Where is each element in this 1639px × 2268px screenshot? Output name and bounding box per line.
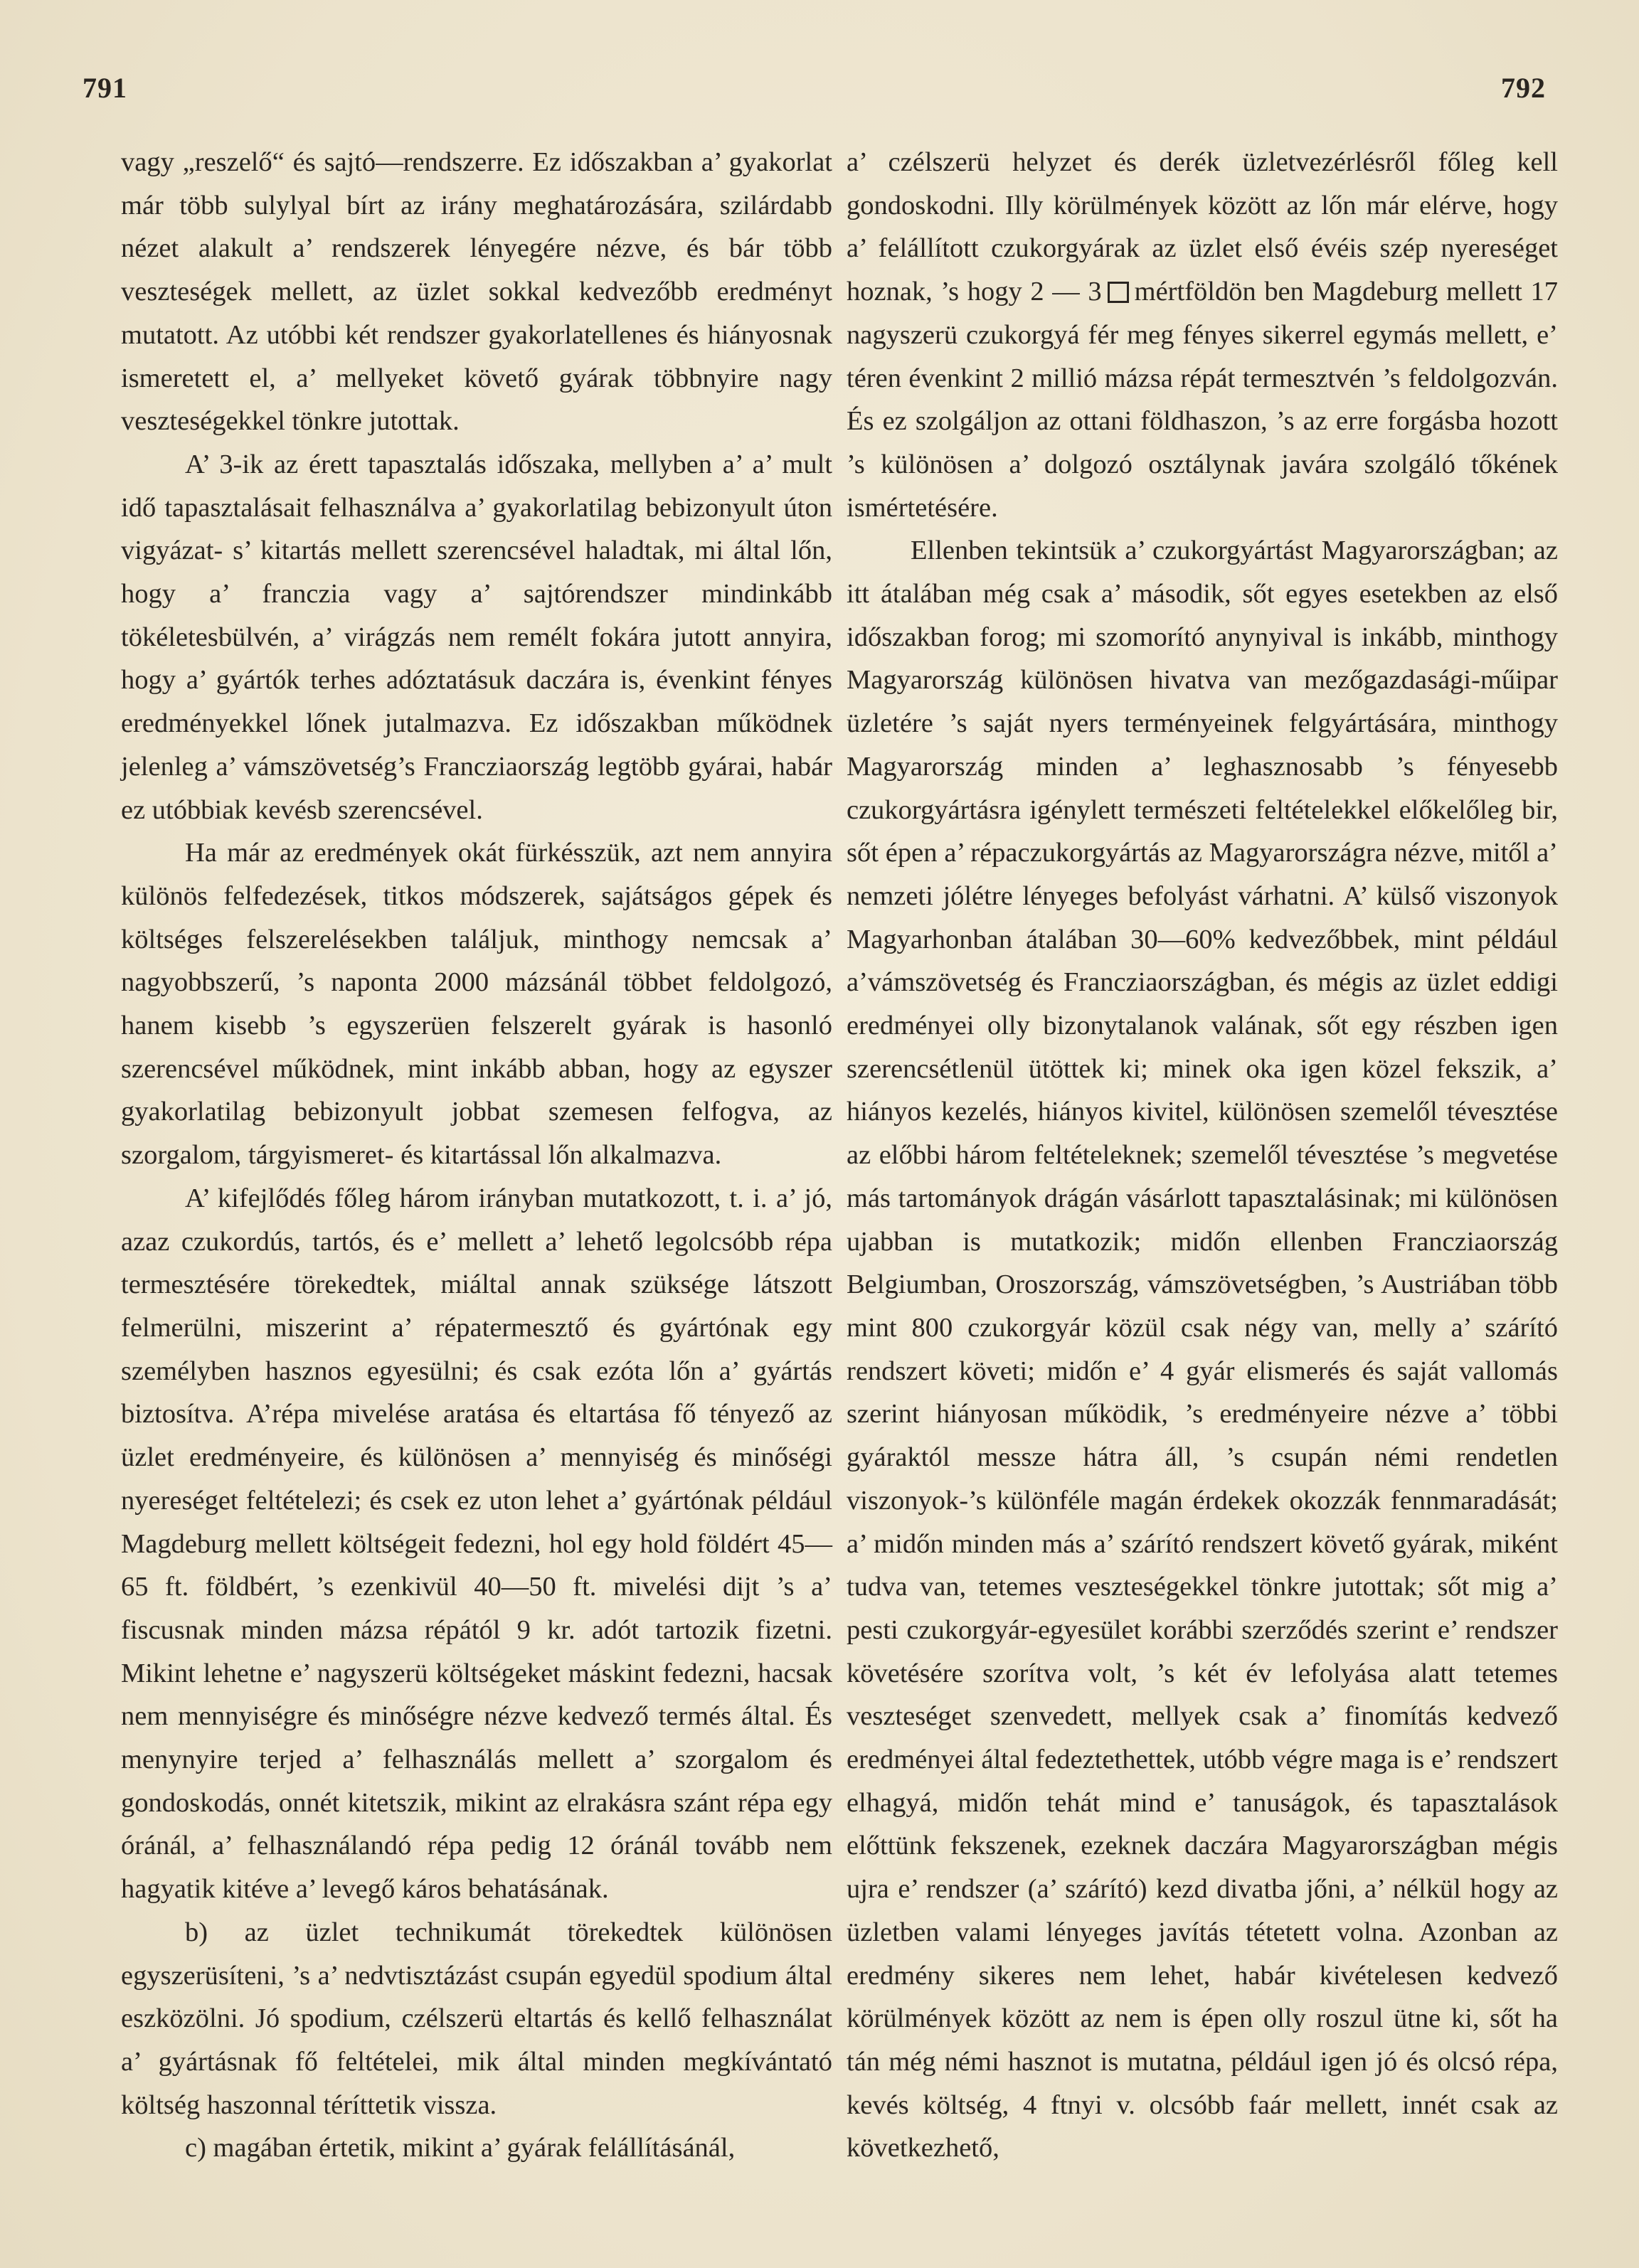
left-column [121, 141, 832, 2170]
square-symbol-icon [1108, 282, 1129, 303]
paragraph-text-before: a’ czélszerü helyzet és derék üzletvezérlésről főleg kell gondoskodni. Illy körülmények között az lőn már elérve, hogy a’ felállított czukorgyárak az üzlet első évéis szép nyereséget hoznak, ’s hogy 2 — 3 [847, 147, 1558, 307]
paragraph: b) az üzlet technikumát törekedtek különösen egyszerüsíteni, ’s a’ nedvtisztázást csupán egyedül spodium által eszközölni. Jó spodium, czélszerü eltartás és kellő felhasználat a’ gyártásnak fő feltételei, mik által minden megkívántató költség haszonnal téríttetik vissza. [121, 1917, 832, 2120]
paragraph [847, 141, 1558, 529]
paragraph: A’ 3-ik az érett tapasztalás időszaka, mellyben a’ a’ mult idő tapasztalásait felhasználva a’ gyakorlatilag bebizonyult úton vigyázat- s’ kitartás mellett szerencsével haladtak, mi által lőn, hogy a’ franczia vagy a’ sajtórendszer mindinkább tökéletesbülvén, a’ virágzás nem remélt fokára jutott annyira, hogy a’ gyártók terhes adóztatásuk daczára is, évenkint fényes eredményekkel lőnek jutalmazva. Ez időszakban működnek jelenleg a’ vámszövetség’s Francziaország legtöbb gyárai, habár ez utóbbiak kevésb szerencsével. [121, 449, 832, 825]
page-number-left: 791 [83, 72, 127, 104]
paragraph: vagy „reszelő“ és sajtó—rendszerre. Ez időszakban a’ gyakorlat már több sulylyal bírt az irány meghatározására, szilárdabb nézet alakult a’ rendszerek lényegére nézve, és bár több veszteségek mellett, az üzlet sokkal kedvezőbb eredményt mutatott. Az utóbbi két rendszer gyakorlatellenes és hiányosnak ismeretett el, a’ mellyeket követő gyárak többnyire nagy veszteségekkel tönkre jutottak. [121, 147, 832, 437]
page-number-right: 792 [1501, 72, 1546, 104]
paragraph-text-after: mértföldön ben Magdeburg mellett 17 nagyszerü czukorgyá fér meg fényes sikerrel egymás mellett, e’ téren évenkint 2 millió mázsa répát termesztvén ’s feldolgozván. És ez szolgáljon az ottani földhaszon, ’s az erre forgásba hozott ’s különösen a’ dolgozó osztálynak javára szolgáló tőkének ismértetésére. [847, 277, 1558, 523]
right-column [847, 141, 1558, 2170]
paragraph: Ellenben tekintsük a’ czukorgyártást Magyarországban; az itt átalában még csak a’ második, sőt egyes esetekben az első időszakban forog; mi szomorító anynyival is inkább, minthogy Magyarország különösen hivatva van mezőgazdasági-műipar üzletére ’s saját nyers terményeinek felgyártására, minthogy Magyarország minden a’ leghasznosabb ’s fényesebb czukorgyártásra igénylett természeti feltételekkel előkelőleg bir, sőt épen a’ répaczukorgyártás az Magyarországra nézve, mitől a’ nemzeti jólétre lényeges befolyást várhatni. A’ külső viszonyok Magyarhonban átalában 30—60% kedvezőbbek, mint például a’vámszövetség és Francziaországban, és mégis az üzlet eddigi eredményei olly bizonytalanok valának, sőt egy részben igen szerencsétlenül ütöttek ki; minek oka igen közel fekszik, a’ hiányos kezelés, hiányos kivitel, különösen szemelől tévesztése az előbbi három feltételeknek; szemelől tévesztése ’s megvetése más tartományok drágán vásárlott tapasztalásinak; mi különösen ujabban is mutatkozik; midőn ellenben Francziaország Belgiumban, Oroszország, vámszövetségben, ’s Austriában több mint 800 czukorgyár közül csak négy van, melly a’ szárító rendszert követi; midőn e’ 4 gyár elismerés és saját vallomás szerint hiányosan működik, ’s eredményeire nézve a’ többi gyáraktól messze hátra áll, ’s csupán némi rendetlen viszonyok-’s különféle magán érdekek okozzák fennmaradását; a’ midőn minden más a’ szárító rendszert követő gyárak, miként tudva van, tetemes veszteségekkel tönkre jutottak; sőt mig a’ pesti czukorgyár-egyesület korábbi szerződés szerint e’ rendszer követésére szorítva volt, ’s két év lefolyása alatt tetemes veszteséget szenvedett, mellyek csak a’ finomítás kedvező eredményei által fedeztethettek, utóbb végre maga is e’ rendszert elhagyá, midőn tehát mind e’ tanuságok, és tapasztalások előttünk fekszenek, ezeknek daczára Magyarországban mégis ujra e’ rendszer (a’ szárító) kezd divatba jőni, a’ nélkül hogy az üzletben valami lényeges javítás tétetett volna. Azonban az eredmény sikeres nem lehet, habár kivételesen kedvező körülmények között az nem is épen olly roszul ütne ki, sőt ha tán még némi hasznot is mutatna, például igen jó és olcsó répa, kevés költség, 4 ftnyi v. olcsóbb faár mellett, innét csak az következhető, [847, 536, 1558, 2163]
paragraph: A’ kifejlődés főleg három irányban mutatkozott, t. i. a’ jó, azaz czukordús, tartós, és e’ mellett a’ lehető legolcsóbb répa termesztésére törekedtek, miáltal annak szüksége látszott felmerülni, miszerint a’ répatermesztő és gyártónak egy személyben hasznos egyesülni; és csak ezóta lőn a’ gyártás biztosítva. A’répa mivelése aratása és eltartása fő tényező az üzlet eredményeire, és különösen a’ mennyiség és minőségi nyereséget feltételezi; és csek ez uton lehet a’ gyártónak például Magdeburg mellett költségeit fedezni, hol egy hold földért 45—65 ft. földbért, ’s ezenkivül 40—50 ft. mivelési dijt ’s a’ fiscusnak minden mázsa répától 9 kr. adót tartozik fizetni. Mikint lehetne e’ nagyszerü költségeket máskint fedezni, hacsak nem mennyiségre és minőségre nézve kedvező termés által. És menynyire terjed a’ felhasználás mellett a’ szorgalom és gondoskodás, onnét kitetszik, mikint az elrakásra szánt répa egy óránál, a’ felhasználandó répa pedig 12 óránál tovább nem hagyatik kitéve a’ levegő káros behatásának. [121, 1183, 832, 1905]
paragraph: c) magában értetik, mikint a’ gyárak felállításánál, [185, 2133, 736, 2163]
paragraph: Ha már az eredmények okát fürkésszük, azt nem annyira különös felfedezések, titkos módszerek, sajátságos gépek és költséges felszerelésekben találjuk, minthogy nemcsak a’ nagyobbszerű, ’s naponta 2000 mázsánál többet feldolgozó, hanem kisebb ’s egyszerüen felszerelt gyárak is hasonló szerencsével működnek, mint inkább abban, hogy az egyszer gyakorlatilag bebizonyult jobbat szemesen felfogva, az szorgalom, tárgyismeret- és kitartással lőn alkalmazva. [121, 838, 832, 1171]
